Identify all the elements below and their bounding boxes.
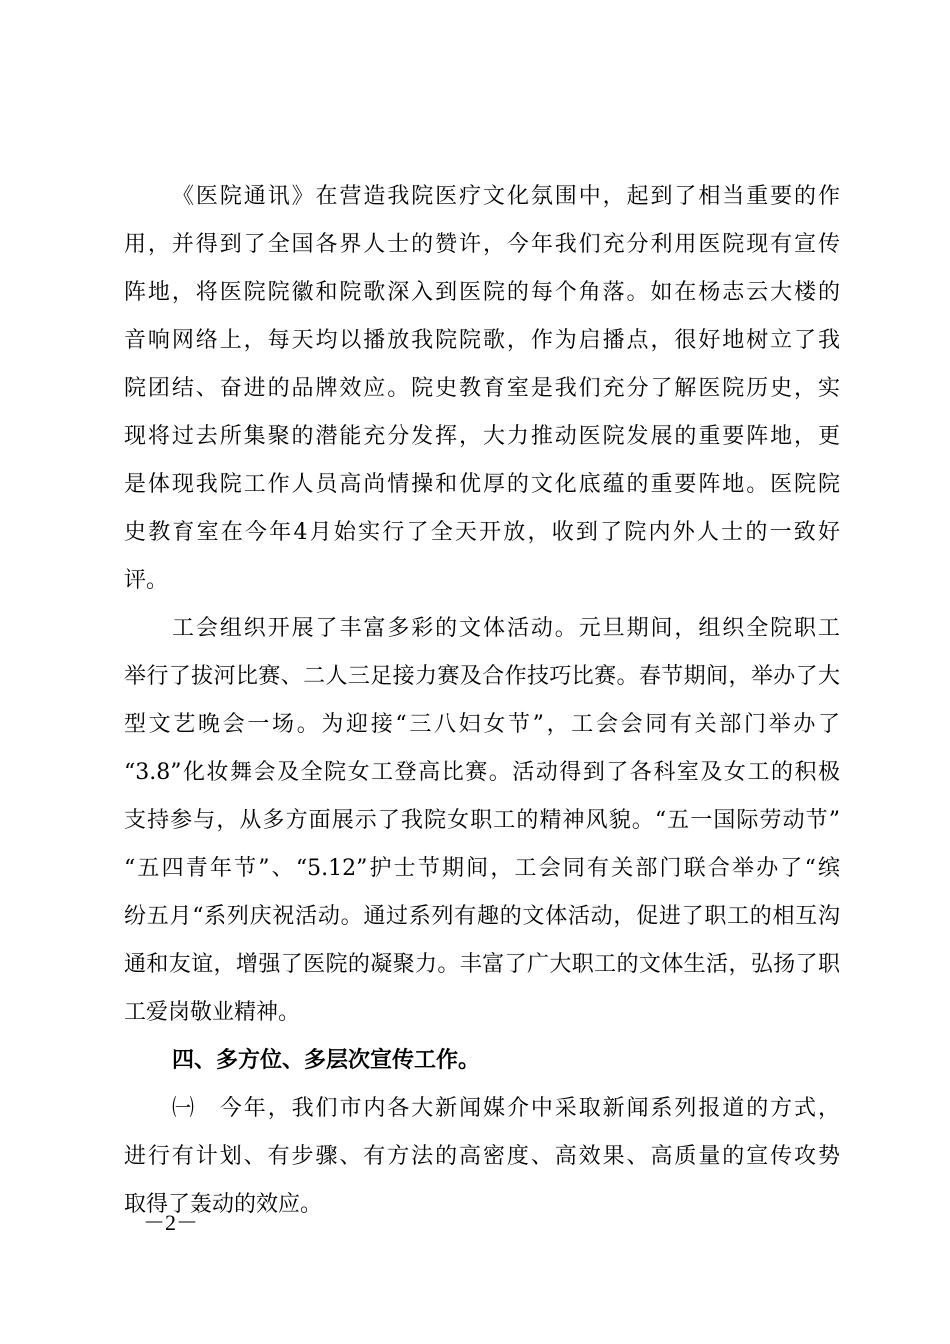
paragraph-line: 现将过去所集聚的潜能充分发挥，大力推动医院发展的重要阵地，更 [124, 424, 840, 449]
paragraph-line: 举行了拔河比赛、二人三足接力赛及合作技巧比赛。春节期间，举办了大 [124, 664, 840, 689]
paragraph-line: 评。 [124, 568, 169, 593]
paragraph-line: 通和友谊，增强了医院的凝聚力。丰富了广大职工的文体生活，弘扬了职 [124, 952, 840, 977]
section-heading: 四、多方位、多层次宣传工作。 [172, 1048, 481, 1073]
paragraph-line: 型文艺晚会一场。为迎接“三八妇女节”，工会会同有关部门举办了 [124, 712, 840, 737]
paragraph-line: 纷五月“系列庆祝活动。通过系列有趣的文体活动，促进了职工的相互沟 [124, 904, 840, 929]
paragraph-line: 《医院通讯》在营造我院医疗文化氛围中，起到了相当重要的作 [172, 184, 840, 209]
paragraph-line: 史教育室在今年4月始实行了全天开放，收到了院内外人士的一致好 [124, 520, 840, 545]
paragraph-line: 音响网络上，每天均以播放我院院歌，作为启播点，很好地树立了我 [124, 328, 840, 353]
paragraph-line: 进行有计划、有步骤、有方法的高密度、高效果、高质量的宣传攻势 [124, 1144, 840, 1169]
paragraph-line: “五四青年节”、“5.12”护士节期间，工会同有关部门联合举办了“缤 [124, 856, 840, 881]
paragraph-line: ㈠ 今年，我们市内各大新闻媒介中采取新闻系列报道的方式， [172, 1096, 840, 1121]
paragraph-line: “3.8”化妆舞会及全院女工登高比赛。活动得到了各科室及女工的积极 [124, 760, 840, 785]
page-number: －2－ [143, 1210, 199, 1235]
paragraph-line: 院团结、奋进的品牌效应。院史教育室是我们充分了解医院历史，实 [124, 376, 840, 401]
paragraph-line: 用，并得到了全国各界人士的赞许，今年我们充分利用医院现有宣传 [124, 232, 840, 257]
paragraph-line: 阵地，将医院院徽和院歌深入到医院的每个角落。如在杨志云大楼的 [124, 280, 840, 305]
paragraph-line: 工爱岗敬业精神。 [124, 1000, 301, 1025]
paragraph-line: 支持参与，从多方面展示了我院女职工的精神风貌。“五一国际劳动节” [124, 808, 840, 833]
paragraph-line: 工会组织开展了丰富多彩的文体活动。元旦期间，组织全院职工 [172, 616, 840, 641]
paragraph-line: 是体现我院工作人员高尚情操和优厚的文化底蕴的重要阵地。医院院 [124, 472, 840, 497]
paragraph-line: 取得了轰动的效应。 [124, 1192, 323, 1217]
